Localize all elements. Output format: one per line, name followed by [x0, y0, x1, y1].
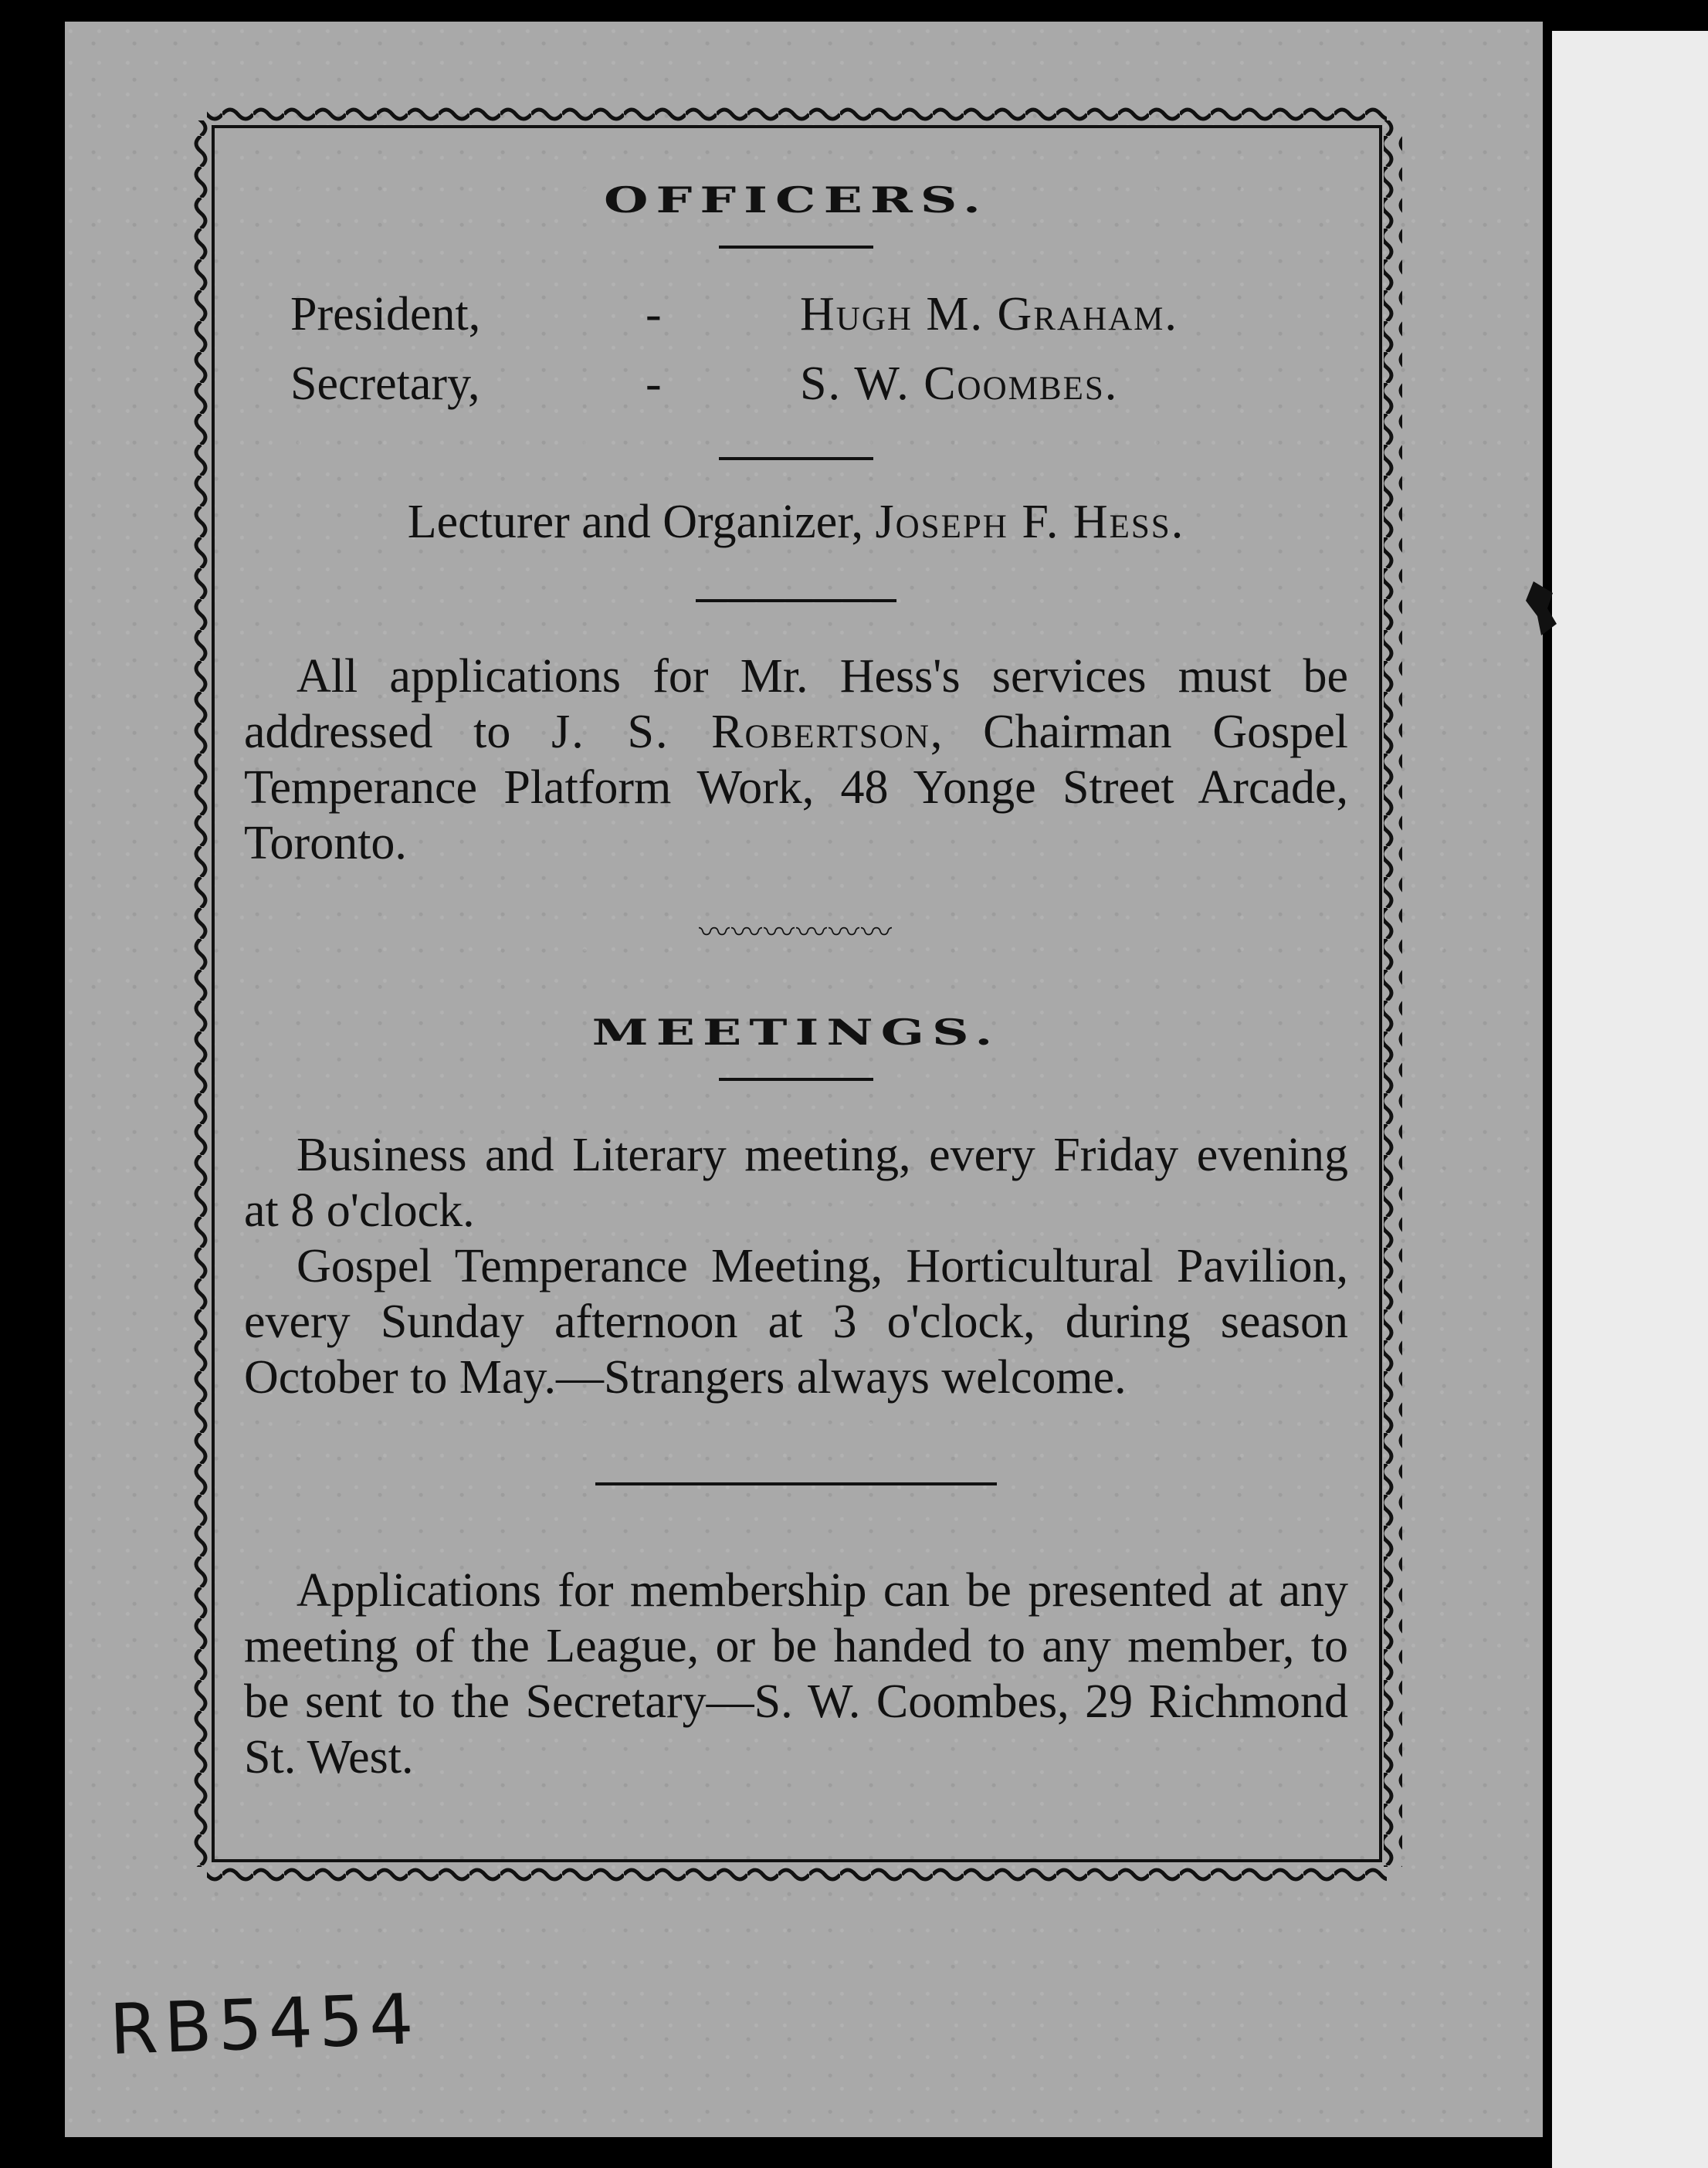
- divider: [719, 457, 873, 460]
- divider: [719, 1078, 873, 1081]
- paper-tear-mark: [1518, 578, 1564, 639]
- divider: [696, 599, 896, 602]
- divider: [595, 1482, 997, 1485]
- business-meeting-paragraph: Business and Literary meeting, every Friday evening at 8 o'clock.: [244, 1129, 1348, 1237]
- chairman-name: J. S. Robertson: [551, 706, 930, 758]
- ornament: 〰〰〰〰〰〰: [699, 915, 893, 950]
- divider: [719, 246, 873, 249]
- officers-heading: OFFICERS.: [603, 178, 989, 222]
- officer-dash: -: [646, 288, 662, 340]
- document-content: [244, 170, 1348, 1785]
- officer-name: Hugh M. Graham.: [800, 288, 1178, 340]
- officer-role: Secretary,: [290, 357, 480, 410]
- applications-text-end: , Chairman Gospel Temperance Platform Work, 48 Yonge Street Arcade, Toronto.: [244, 706, 1348, 869]
- applications-paragraph: [244, 649, 1348, 871]
- officer-role: President,: [290, 288, 481, 340]
- adjacent-page-edge: [1552, 31, 1708, 2168]
- membership-paragraph: Applications for membership can be presented at any meeting of the League, or be handed to any member, to be sent to the Secretary—S. W. Coombes, 29 Richmond St. West.: [244, 1564, 1348, 1784]
- applications-text: All applications for Mr. Hess's services must be addressed to: [244, 650, 1348, 758]
- officer-row: [244, 279, 1348, 349]
- gospel-meeting-paragraph: Gospel Temperance Meeting, Horticultural Pavilion, every Sunday afternoon at 3 o'clock, during season October to May.—Strangers always welcome.: [244, 1240, 1348, 1404]
- lecturer-name: Joseph F. Hess.: [875, 496, 1185, 548]
- lecturer-line: [244, 491, 1348, 553]
- officer-dash: -: [646, 357, 662, 410]
- shelfmark: RB5454: [108, 1979, 422, 2071]
- officer-name: S. W. Coombes.: [800, 357, 1119, 410]
- meetings-heading: MEETINGS.: [591, 1011, 1001, 1054]
- lecturer-label: Lecturer and Organizer,: [407, 496, 876, 548]
- officer-row: [244, 349, 1348, 418]
